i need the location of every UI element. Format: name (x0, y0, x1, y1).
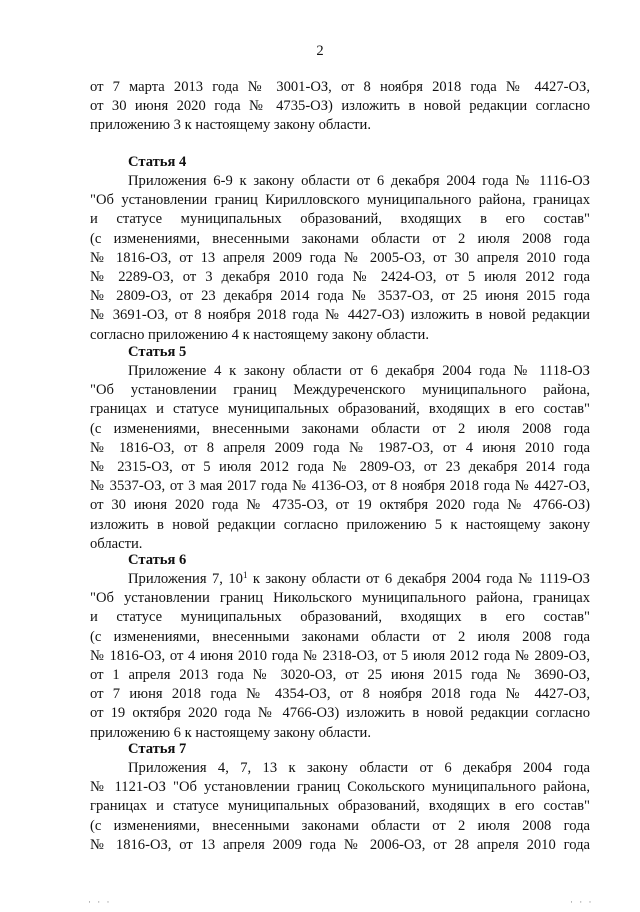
article-6-text (90, 570, 590, 743)
text-line: от 7 июня 2018 года № 4354-ОЗ, от 8 ноября 2018 года № 4427-ОЗ, (90, 686, 590, 703)
text-line: № 1816-ОЗ, от 13 апреля 2009 года № 2006-ОЗ, от 28 апреля 2010 года (90, 836, 590, 853)
text-line: № 3691-ОЗ, от 8 ноября 2018 года № 4427-ОЗ) изложить в новой редакции (90, 307, 590, 324)
text-line: (с изменениями, внесенными законами области от 2 июля 2008 года (90, 628, 590, 645)
text-line: № 1816-ОЗ, от 8 апреля 2009 года № 1987-ОЗ, от 4 июня 2010 года (90, 439, 590, 456)
text-line: от 30 июня 2020 года № 4735-ОЗ) изложить в новой редакции согласно (90, 98, 590, 115)
text-line: Приложения 4, 7, 13 к закону области от 6 декабря 2004 года (128, 760, 590, 776)
article-4-heading: Статья 4 (128, 154, 187, 170)
text-line: границах и статусе муниципальных образований, входящих в его состав" (90, 798, 590, 815)
text-line: области. (90, 535, 143, 552)
superscript: 1 (242, 570, 248, 580)
text-line: приложению 3 к настоящему закону области. (90, 117, 372, 134)
text-line: (с изменениями, внесенными законами области от 2 июля 2008 года (90, 420, 590, 437)
page-number: 2 (316, 43, 324, 59)
text-line: № 1121-ОЗ "Об установлении границ Сокольского муниципального района, (90, 779, 590, 796)
text-line: (с изменениями, внесенными законами области от 2 июля 2008 года (90, 230, 590, 247)
text-line: "Об установлении границ Кирилловского муниципального района, границах (90, 192, 590, 209)
text-line: № 3537-ОЗ, от 3 мая 2017 года № 4136-ОЗ, от 8 ноября 2018 года № 4427-ОЗ, (90, 478, 590, 495)
text-fragment: к закону области от 6 декабря 2004 года № 1119-ОЗ (247, 571, 590, 587)
text-line: "Об установлении границ Никольского муниципального района, границах (90, 590, 590, 607)
text-line: № 2289-ОЗ, от 3 декабря 2010 года № 2424-ОЗ, от 5 июля 2012 года (90, 268, 590, 285)
text-line: от 7 марта 2013 года № 3001-ОЗ, от 8 ноября 2018 года № 4427-ОЗ, (90, 79, 590, 95)
text-line: границах и статусе муниципальных образований, входящих в его состав" (90, 401, 590, 418)
article-7-heading: Статья 7 (128, 741, 187, 757)
text-fragment: Приложения 7, 10 (128, 571, 243, 587)
text-line: от 19 октября 2020 года № 4766-ОЗ) изложить в новой редакции согласно (90, 705, 590, 722)
text-line: (с изменениями, внесенными законами области от 2 июля 2008 года (90, 817, 590, 834)
intro-paragraph (90, 78, 590, 136)
text-line: от 1 апреля 2013 года № 3020-ОЗ, от 25 июня 2015 года № 3690-ОЗ, (90, 666, 590, 683)
article-4-text (90, 172, 590, 345)
text-line: Приложение 4 к закону области от 6 декабря 2004 года № 1118-ОЗ (128, 363, 590, 379)
scan-mark: · · · (570, 897, 594, 907)
text-line: № 1816-ОЗ, от 4 июня 2010 года № 2318-ОЗ, от 5 июля 2012 года № 2809-ОЗ, (90, 647, 590, 664)
scan-mark: · · · (88, 897, 112, 907)
text-line: от 30 июня 2020 года № 4735-ОЗ, от 19 октября 2020 года № 4766-ОЗ) (90, 497, 590, 514)
text-line: изложить в новой редакции согласно приложению 5 к настоящему закону (90, 516, 590, 533)
article-5-text (90, 362, 590, 554)
text-line: и статусе муниципальных образований, входящих в его состав" (90, 211, 590, 228)
text-line: и статусе муниципальных образований, входящих в его состав" (90, 609, 590, 626)
text-line: № 2315-ОЗ, от 5 июля 2012 года № 2809-ОЗ, от 23 декабря 2014 года (90, 458, 590, 475)
text-line: Приложения 6-9 к закону области от 6 декабря 2004 года № 1116-ОЗ (128, 173, 590, 189)
article-5-heading: Статья 5 (128, 344, 187, 360)
text-line: согласно приложению 4 к настоящему закону области. (90, 326, 430, 343)
text-line (90, 570, 590, 589)
text-line: № 1816-ОЗ, от 13 апреля 2009 года № 2005-ОЗ, от 30 апреля 2010 года (90, 249, 590, 266)
article-6-heading: Статья 6 (128, 552, 187, 568)
text-line: приложению 6 к настоящему закону области. (90, 724, 372, 741)
text-line: "Об установлении границ Междуреченского муниципального района, (90, 382, 590, 399)
text-line: № 2809-ОЗ, от 23 декабря 2014 года № 3537-ОЗ, от 25 июня 2015 года (90, 288, 590, 305)
article-7-text (90, 759, 590, 855)
